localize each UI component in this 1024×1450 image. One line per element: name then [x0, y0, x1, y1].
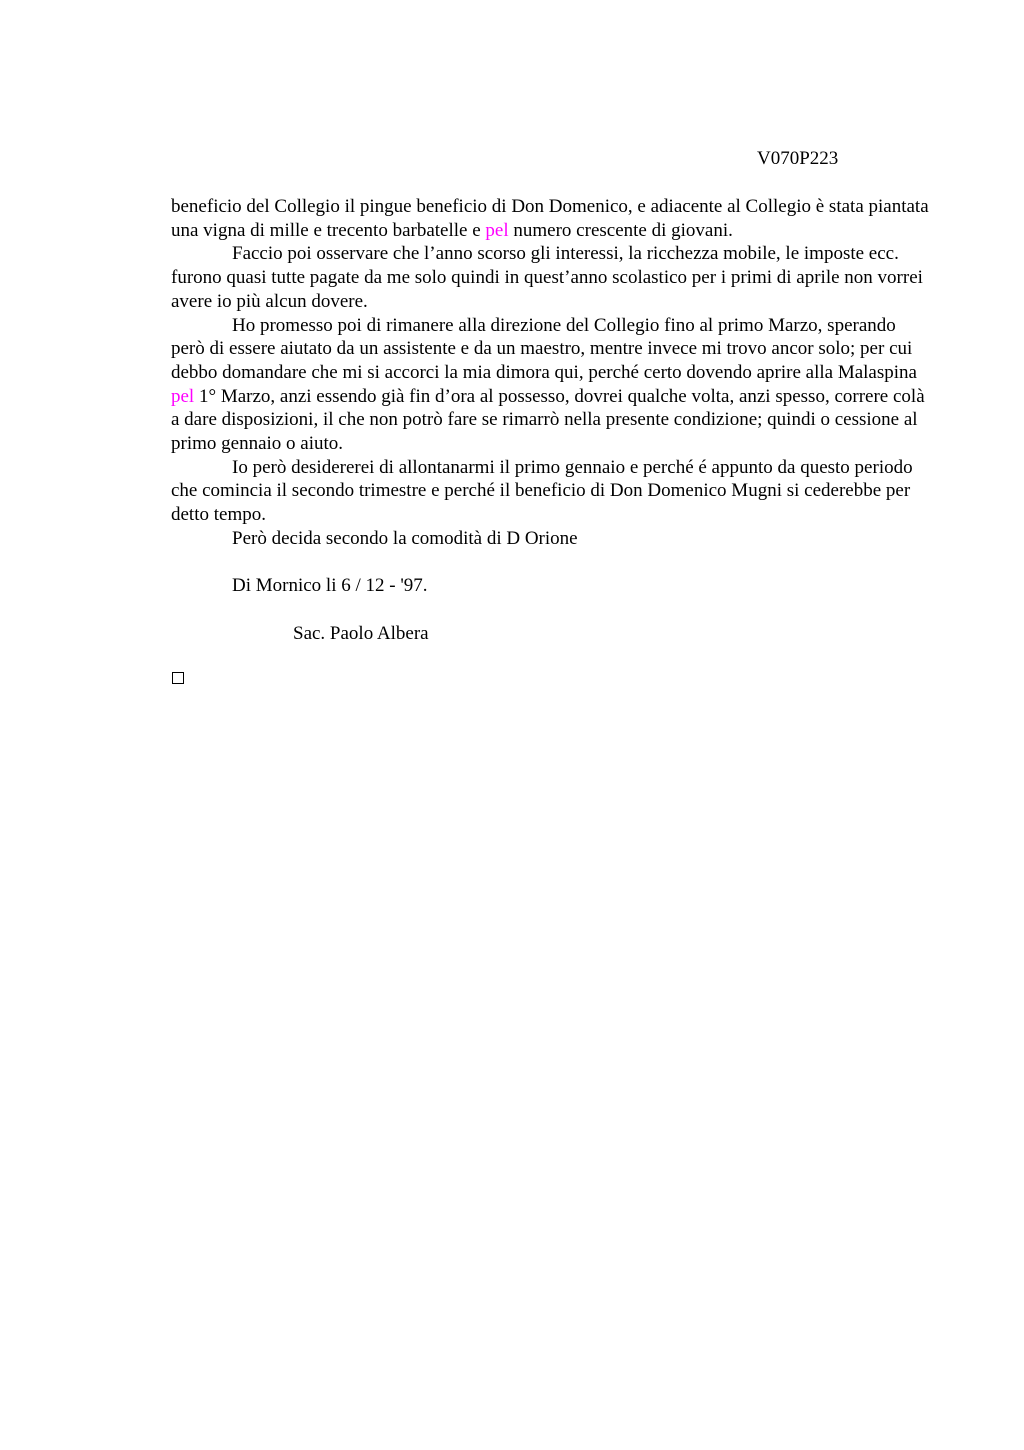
place-date: Di Mornico li 6 / 12 - '97. [232, 575, 428, 597]
highlighted-word: pel [485, 219, 509, 241]
paragraph-1-text-a: beneficio del Collegio il pingue beneficio di Don Domenico, e adiacente al Collegio è stata piantata una vigna di mille e trecento barbatelle e [171, 196, 929, 241]
paragraph-3-text-a: Ho promesso poi di rimanere alla direzione del Collegio fino al primo Marzo, sperando però di essere aiutato da un assistente e da un maestro, mentre invece mi trovo ancor solo; per cui debbo domandare che mi si accorci la mia dimora qui, perché certo dovendo aprire alla Malaspina [171, 314, 917, 383]
paragraph-1 [171, 195, 931, 242]
spacer [171, 551, 931, 575]
paragraph-3 [171, 314, 931, 456]
paragraph-5: Però decida secondo la comodità di D Orione [232, 527, 578, 549]
letter-body [171, 195, 931, 645]
paragraph-2: Faccio poi osservare che l’anno scorso gli interessi, la ricchezza mobile, le imposte ecc. furono quasi tutte pagate da me solo quindi in quest’anno scolastico per i primi di aprile non vorrei avere io più alcun dovere. [171, 243, 923, 312]
page-reference: V070P223 [757, 148, 839, 169]
paragraph-4: Io però desidererei di allontanarmi il primo gennaio e perché é appunto da questo periodo che comincia il secondo trimestre e perché il beneficio di Don Domenico Mugni si cederebbe per detto tempo. [171, 456, 913, 526]
spacer [171, 598, 931, 622]
paragraph-3-text-b: 1° Marzo, anzi essendo già fin d’ora al possesso, dovrei qualche volta, anzi spesso, correre colà a dare disposizioni, il che non potrò fare se rimarrò nella presente condizione; quindi o cessione al primo gennaio o aiuto. [171, 385, 925, 455]
checkbox-empty-icon [172, 672, 184, 684]
paragraph-1-text-b: numero crescente di giovani. [508, 219, 733, 241]
highlighted-word: pel [171, 385, 195, 407]
signature: Sac. Paolo Albera [293, 622, 429, 644]
